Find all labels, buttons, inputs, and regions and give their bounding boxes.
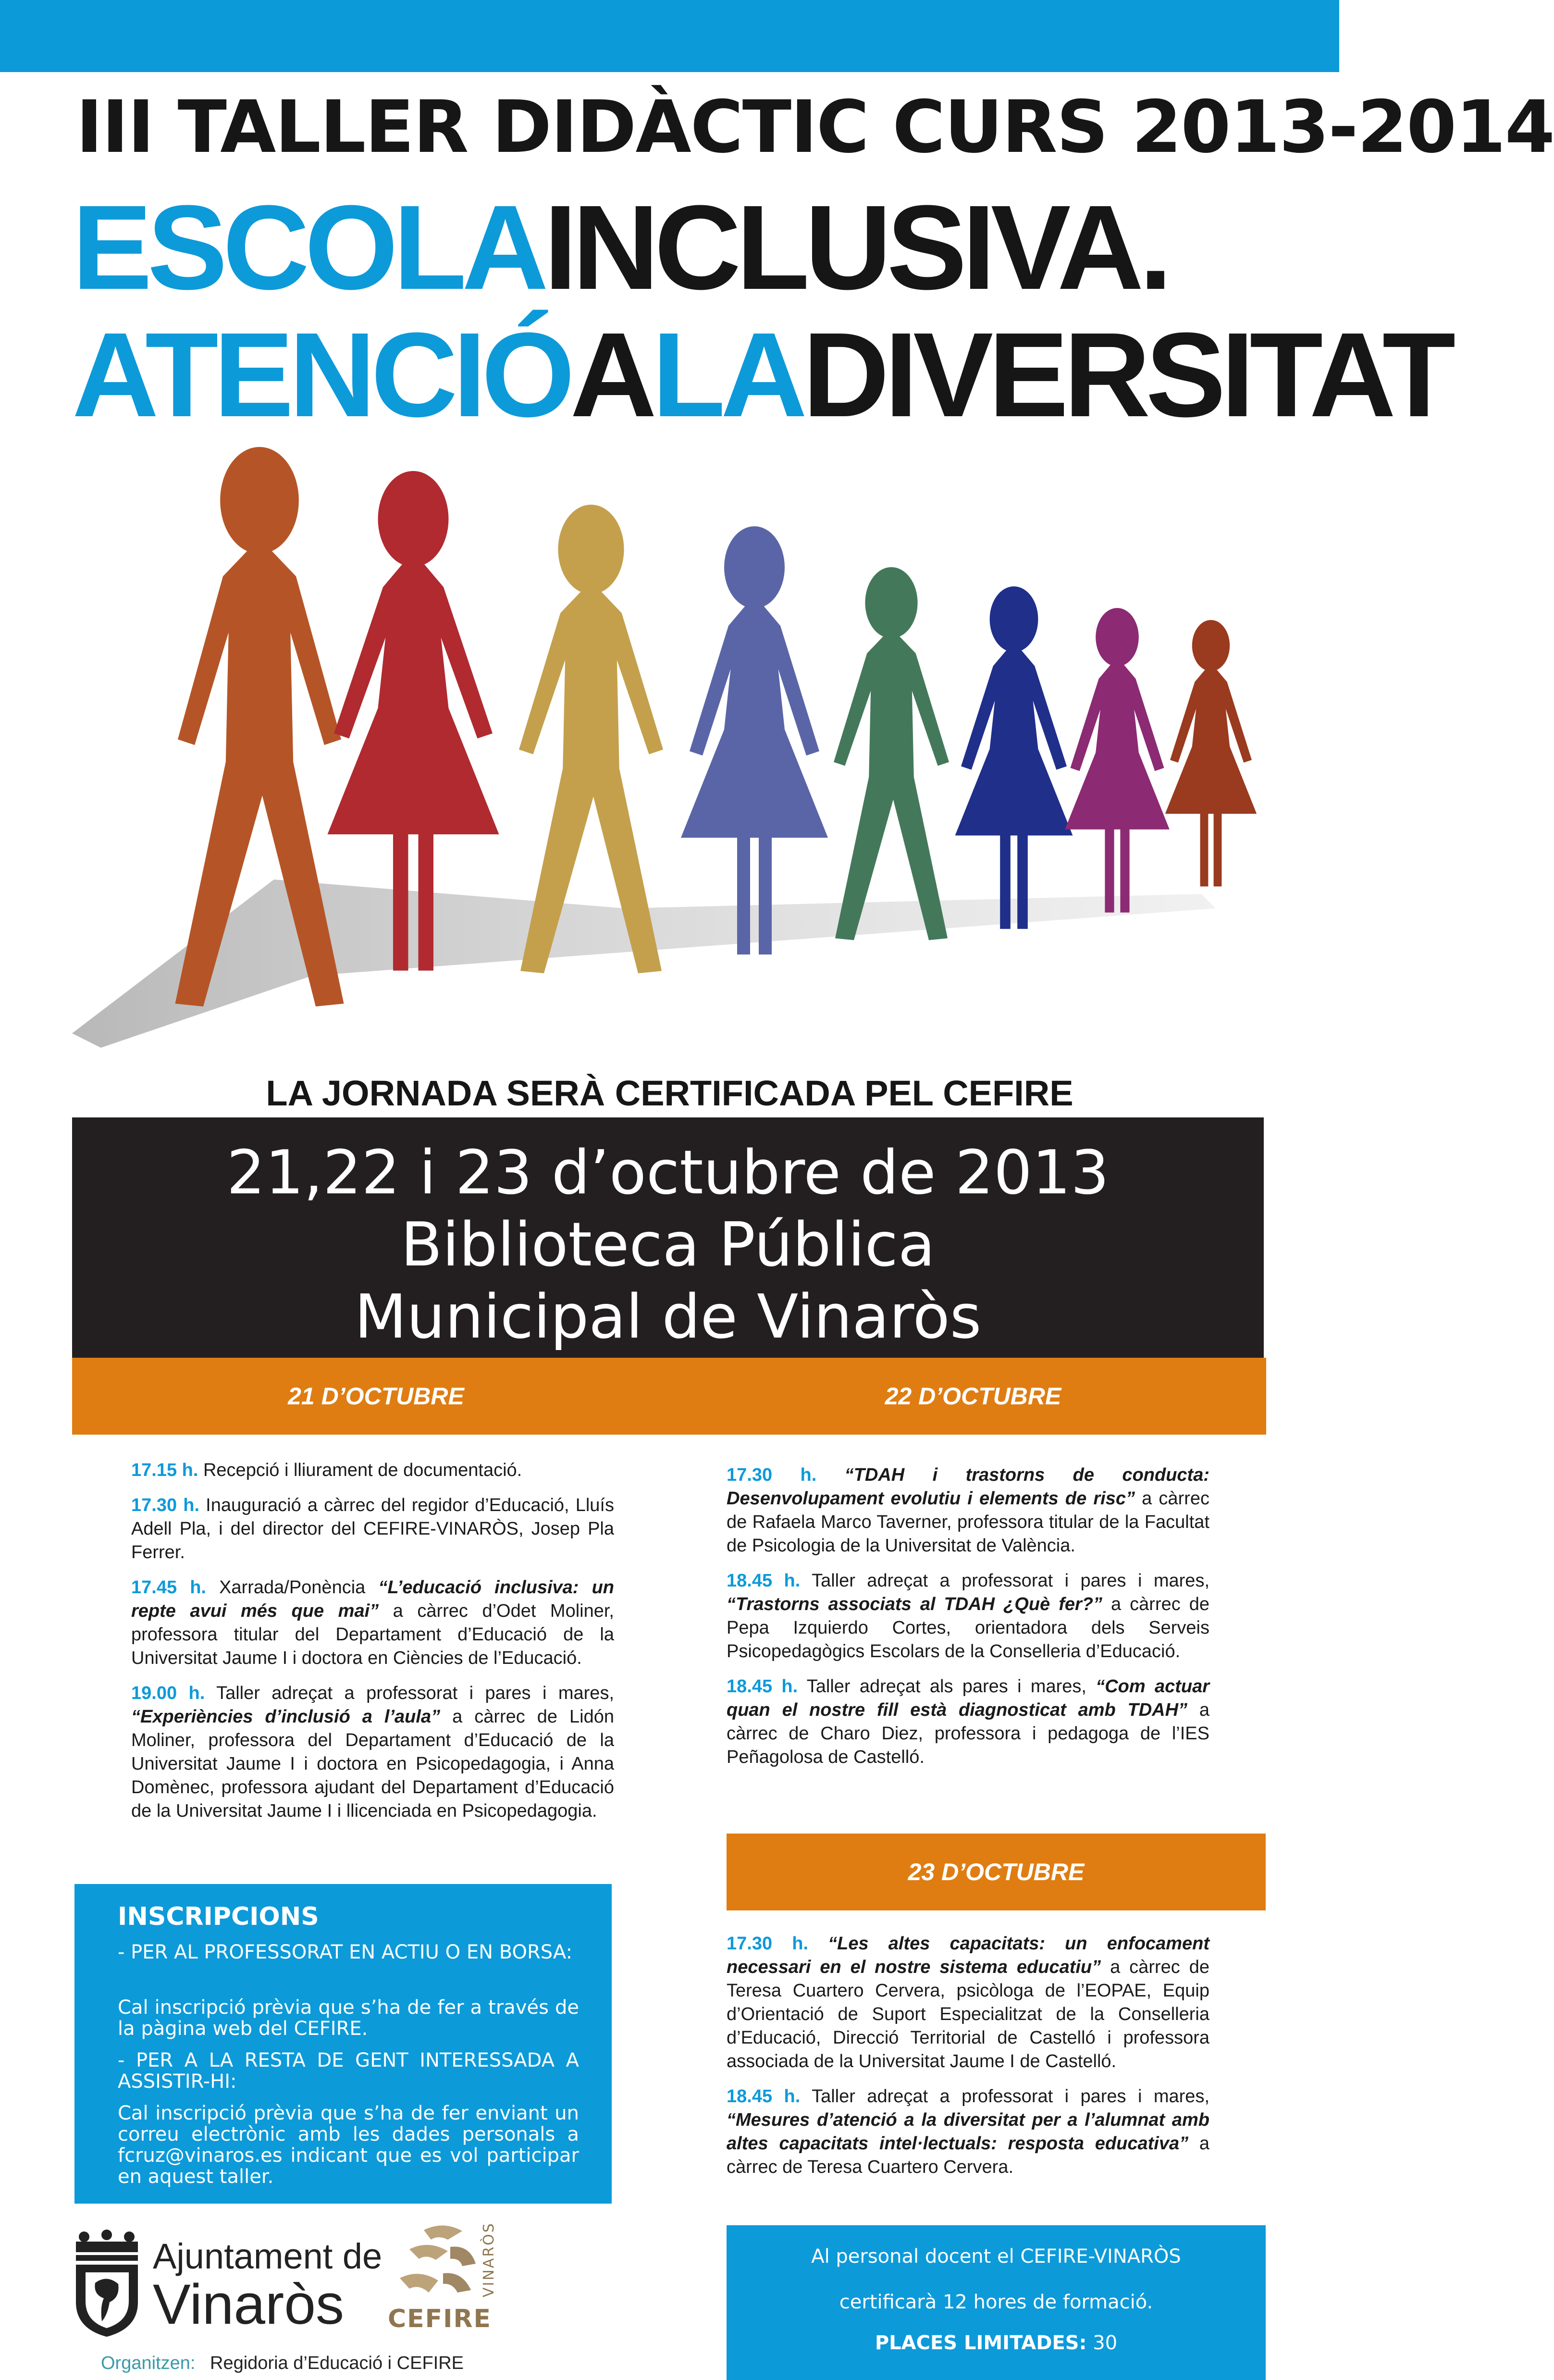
cefire-logo-icon bbox=[390, 2220, 486, 2305]
person-figure bbox=[1065, 608, 1170, 913]
headline-line-2 bbox=[72, 308, 1451, 442]
inscriptions-others-text: Cal inscripció prèvia que s’ha de fer enviant un correu electrònic amb les dades personals a fcruz@vinaros.es indicant que es vol participar en aquest taller. bbox=[118, 2102, 579, 2188]
headline-diversitat: DIVERSITAT bbox=[802, 308, 1451, 442]
person-figure bbox=[955, 586, 1073, 929]
inscriptions-others: - PER A LA RESTA DE GENT INTERESSADA A ASSISTIR-HI: bbox=[118, 2049, 579, 2093]
person-figure bbox=[681, 526, 828, 954]
headline-inclusiva: INCLUSIVA. bbox=[543, 180, 1168, 314]
person-figure bbox=[834, 567, 949, 940]
person-figure bbox=[1165, 620, 1257, 886]
inscriptions-teachers-text: Cal inscripció prèvia que s’ha de fer a través de la pàgina web del CEFIRE. bbox=[118, 1996, 579, 2040]
organizers-label: Organitzen: bbox=[101, 2353, 196, 2373]
day-23-program bbox=[727, 1932, 1209, 2191]
program-item: 17.15 h. Recepció i lliurament de documentació. bbox=[131, 1460, 522, 1480]
ajuntament-city: Vinaròs bbox=[153, 2273, 344, 2336]
inscriptions-box bbox=[74, 1884, 612, 2204]
paper-people-illustration bbox=[72, 423, 1273, 1048]
certification-note: LA JORNADA SERÀ CERTIFICADA PEL CEFIRE bbox=[266, 1073, 1073, 1113]
inscriptions-title: INSCRIPCIONS bbox=[118, 1902, 319, 1931]
program-item: 18.45 h. Taller adreçat a professorat i pares i mares, “Mesures d’atenció a la diversitat per a l’alumnat amb altes capacitats intel·lectuals: resposta educativa” a càrrec de Teresa Cuartero Cervera. bbox=[727, 2086, 1209, 2177]
headline-escola: ESCOLA bbox=[72, 180, 544, 314]
info-places bbox=[727, 2329, 1266, 2357]
workshop-title: III TALLER DIDÀCTIC CURS 2013-2014 bbox=[76, 86, 1554, 169]
headline-atencio: ATENCIÓ bbox=[72, 308, 570, 442]
program-item: 19.00 h. Taller adreçat a professorat i pares i mares, “Experiències d’inclusió a l’aula” a càrrec de Lidón Moliner, professora del Departament d’Educació de la Universitat Jaume I i doctora en Psicopedagogia, i Anna Domènec, professora ajudant del Departament d’Educació de la Universitat Jaume I i llicenciada en Psicopedagogia. bbox=[131, 1683, 615, 1821]
day-21-program bbox=[131, 1459, 614, 1835]
headline-a: A bbox=[570, 308, 652, 442]
program-item: 17.30 h. Inauguració a càrrec del regidor d’Educació, Lluís Adell Pla, i del director del CEFIRE-VINARÒS, Josep Pla Ferrer. bbox=[131, 1495, 614, 1562]
ajuntament-name-top: Ajuntament de bbox=[153, 2236, 382, 2276]
person-figure bbox=[519, 505, 663, 973]
headline-la: LA bbox=[652, 308, 803, 442]
event-venue-line-1: Biblioteca Pública bbox=[400, 1209, 936, 1280]
organizers-line bbox=[101, 2352, 464, 2375]
places-label: PLACES LIMITADES: bbox=[875, 2332, 1087, 2354]
top-accent-bar bbox=[0, 0, 1339, 72]
event-details-box bbox=[72, 1117, 1264, 1358]
cefire-vertical-text: VINARÒS bbox=[481, 2222, 497, 2297]
certification-info-box bbox=[727, 2225, 1266, 2380]
places-value: 30 bbox=[1086, 2332, 1118, 2354]
info-line-1: Al personal docent el CEFIRE-VINARÒS bbox=[811, 2245, 1181, 2268]
program-item: 17.30 h. “TDAH i trastorns de conducta: Desenvolupament evolutiu i elements de risc” a càrrec de Rafaela Marco Taverner, professora titular de la Facultat de Psicologia de la Universitat de València. bbox=[727, 1465, 1210, 1556]
program-item: 17.45 h. Xarrada/Ponència “L’educació inclusiva: un repte avui més que mai” a càrrec d’Odet Moliner, professora titular del Departament d’Educació de la Universitat Jaume I i doctora en Ciències de l’Educació. bbox=[131, 1577, 614, 1668]
day-22-program bbox=[727, 1463, 1209, 1781]
cefire-wordmark: CEFIRE bbox=[387, 2305, 492, 2333]
event-dates: 21,22 i 23 d’octubre de 2013 bbox=[226, 1137, 1110, 1208]
organizers-names: Regidoria d’Educació i CEFIRE bbox=[210, 2353, 464, 2373]
day-23-heading: 23 D’OCTUBRE bbox=[727, 1834, 1266, 1910]
info-line-2: certificarà 12 hores de formació. bbox=[839, 2291, 1153, 2313]
program-item: 17.30 h. “Les altes capacitats: un enfocament necessari en el nostre sistema educatiu” a càrrec de Teresa Cuartero Cervera, psicòloga de l’EOPAE, Equip d’Orientació de Suport Especialitzat de la Conselleria d’Educació, Direcció Territorial de Castelló i professora associada de la Universitat Jaume I de Castelló. bbox=[727, 1934, 1209, 2071]
program-item: 18.45 h. Taller adreçat als pares i mares, “Com actuar quan el nostre fill està diagnosticat amb TDAH” a càrrec de Charo Diez, professora i pedagoga de l’IES Peñagolosa de Castelló. bbox=[727, 1676, 1210, 1767]
day-21-heading: 21 D’OCTUBRE bbox=[72, 1358, 680, 1435]
day-22-heading: 22 D’OCTUBRE bbox=[680, 1358, 1266, 1435]
ajuntament-coat-of-arms-icon bbox=[72, 2230, 142, 2338]
program-item: 18.45 h. Taller adreçat a professorat i pares i mares, “Trastorns associats al TDAH ¿Què fer?” a càrrec de Pepa Izquierdo Cortes, orientadora dels Serveis Psicopedagògics Escolars de la Conselleria d’Educació. bbox=[727, 1571, 1210, 1661]
event-venue-line-2: Municipal de Vinaròs bbox=[354, 1281, 982, 1352]
inscriptions-teachers: - PER AL PROFESSORAT EN ACTIU O EN BORSA: bbox=[118, 1941, 573, 1963]
headline-line-1 bbox=[72, 180, 1273, 314]
